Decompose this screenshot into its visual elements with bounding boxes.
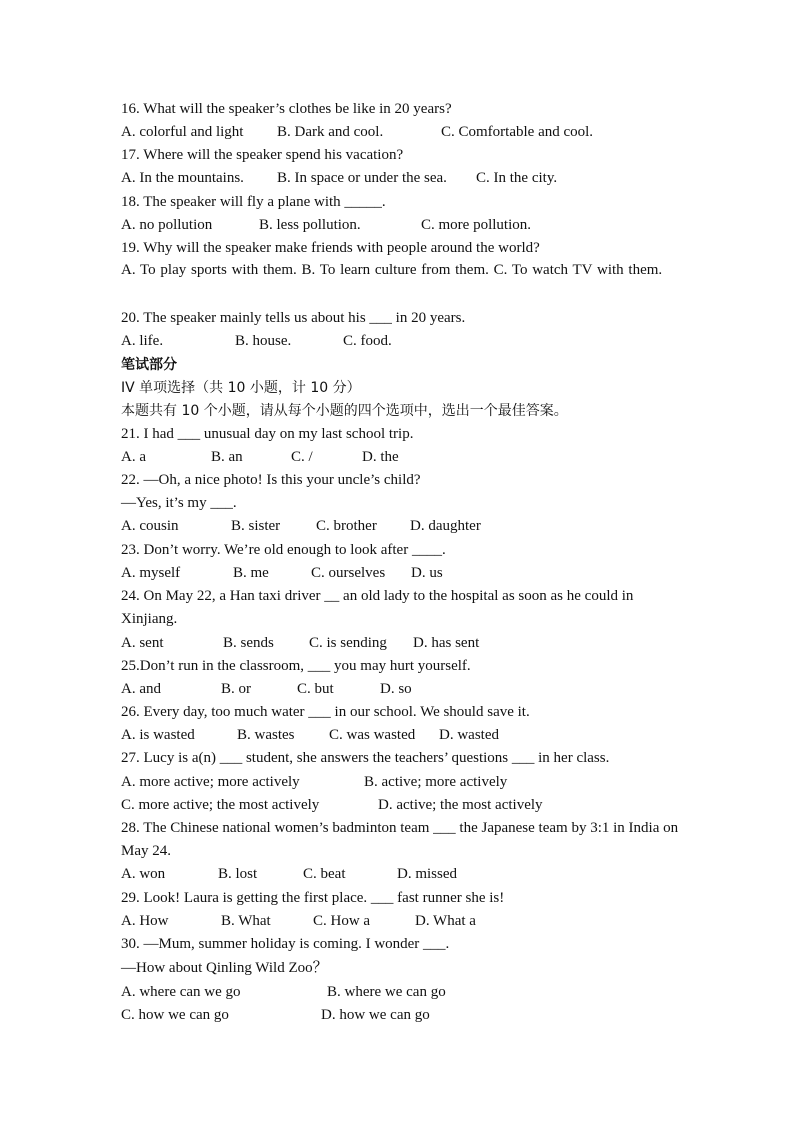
option-b: B. active; more actively xyxy=(364,774,508,790)
option-b: B. In space or under the sea. xyxy=(277,170,447,186)
option-d: D. how we can go xyxy=(321,1007,430,1023)
option-b: B. house. xyxy=(235,333,292,349)
option-d: D. the xyxy=(362,449,399,465)
option-a: A. myself xyxy=(121,565,181,581)
option-d: D. us xyxy=(411,565,443,581)
question-27: 27. Lucy is a(n) ___ student, she answers the teachers’ questions ___ in her class. xyxy=(121,750,610,766)
question-30: 30. —Mum, summer holiday is coming. I wonder ___. xyxy=(121,936,450,952)
section-iv-heading: IV 单项选择（共 10 小题，计 10 分） xyxy=(121,380,361,396)
option-c: C. more pollution. xyxy=(421,217,531,233)
question-21: 21. I had ___ unusual day on my last school trip. xyxy=(121,426,414,442)
option-a: A. cousin xyxy=(121,518,179,534)
option-c: C. food. xyxy=(343,333,392,349)
option-a: A. colorful and light xyxy=(121,124,244,140)
question-29: 29. Look! Laura is getting the first place. ___ fast runner she is! xyxy=(121,890,505,906)
option-a: A. no pollution xyxy=(121,217,213,233)
option-d: D. so xyxy=(380,681,412,697)
question-22-reply: —Yes, it’s my ___. xyxy=(121,495,237,511)
option-a: A. life. xyxy=(121,333,164,349)
question-30-reply: —How about Qinling Wild Zoo？ xyxy=(121,960,328,976)
option-d: D. has sent xyxy=(413,635,480,651)
option-a: A. How xyxy=(121,913,169,929)
section-written-heading: 笔试部分 xyxy=(121,357,177,373)
question-23: 23. Don’t worry. We’re old enough to look after ____. xyxy=(121,542,446,558)
option-c: C. more active; the most actively xyxy=(121,797,320,813)
option-c: C. is sending xyxy=(309,635,387,651)
option-a: A. sent xyxy=(121,635,164,651)
option-c: C. beat xyxy=(303,866,346,882)
option-a: A. where can we go xyxy=(121,984,241,1000)
section-iv-instructions: 本题共有 10 个小题，请从每个小题的四个选项中，选出一个最佳答案。 xyxy=(121,403,568,419)
option-d: D. daughter xyxy=(410,518,481,534)
option-b: B. What xyxy=(221,913,271,929)
question-18: 18. The speaker will fly a plane with _____. xyxy=(121,194,386,210)
option-b: B. sends xyxy=(223,635,274,651)
option-d: D. active; the most actively xyxy=(378,797,543,813)
option-c: C. brother xyxy=(316,518,377,534)
question-25: 25.Don’t run in the classroom, ___ you may hurt yourself. xyxy=(121,658,471,674)
question-19-options: A. To play sports with them. B. To learn culture from them. C. To watch TV with them. xyxy=(121,262,663,278)
option-a: A. won xyxy=(121,866,166,882)
question-19: 19. Why will the speaker make friends with people around the world? xyxy=(121,240,540,256)
option-a: A. more active; more actively xyxy=(121,774,300,790)
option-c: C. Comfortable and cool. xyxy=(441,124,594,140)
question-28: 28. The Chinese national women’s badminton team ___ the Japanese team by 3:1 in India on May 24. xyxy=(121,820,679,859)
option-a: A. a xyxy=(121,449,146,465)
option-d: D. wasted xyxy=(439,727,499,743)
option-a: A. In the mountains. xyxy=(121,170,244,186)
option-b: B. me xyxy=(233,565,269,581)
option-c: C. but xyxy=(297,681,334,697)
option-c: C. In the city. xyxy=(476,170,558,186)
option-b: B. sister xyxy=(231,518,281,534)
option-b: B. wastes xyxy=(237,727,295,743)
option-b: B. Dark and cool. xyxy=(277,124,384,140)
option-b: B. an xyxy=(211,449,243,465)
question-16: 16. What will the speaker’s clothes be like in 20 years? xyxy=(121,101,452,117)
option-c: C. was wasted xyxy=(329,727,416,743)
question-24: 24. On May 22, a Han taxi driver __ an old lady to the hospital as soon as he could in Xinjiang. xyxy=(121,588,634,627)
option-b: B. where we can go xyxy=(327,984,446,1000)
question-17: 17. Where will the speaker spend his vacation? xyxy=(121,147,404,163)
option-c: C. How a xyxy=(313,913,371,929)
option-c: C. ourselves xyxy=(311,565,386,581)
question-22: 22. —Oh, a nice photo! Is this your uncle’s child? xyxy=(121,472,421,488)
option-b: B. less pollution. xyxy=(259,217,361,233)
option-a: A. is wasted xyxy=(121,727,195,743)
question-26: 26. Every day, too much water ___ in our school. We should save it. xyxy=(121,704,530,720)
option-d: D. missed xyxy=(397,866,457,882)
option-b: B. lost xyxy=(218,866,258,882)
question-20: 20. The speaker mainly tells us about his ___ in 20 years. xyxy=(121,310,466,326)
option-a: A. and xyxy=(121,681,161,697)
option-c: C. how we can go xyxy=(121,1007,229,1023)
option-d: D. What a xyxy=(415,913,476,929)
option-c: C. / xyxy=(291,449,313,465)
option-b: B. or xyxy=(221,681,251,697)
